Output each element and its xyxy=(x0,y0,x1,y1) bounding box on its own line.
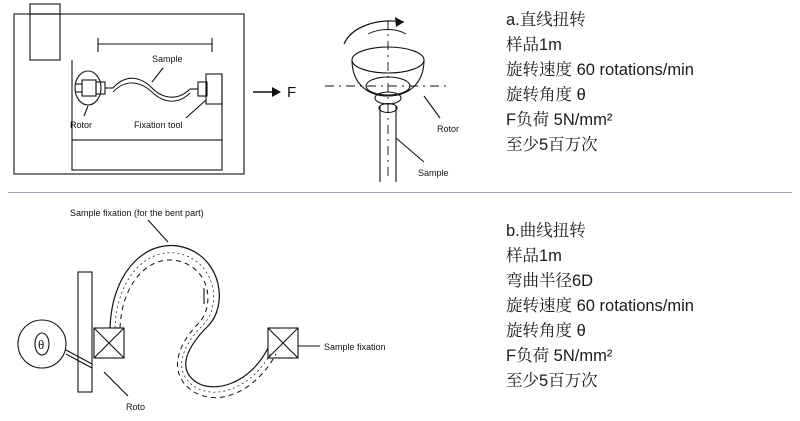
label-roto: Roto xyxy=(126,402,146,412)
caption-a xyxy=(506,8,694,158)
caption-a-line-1: 样品1m xyxy=(506,36,562,54)
figure-a-torsion-straight xyxy=(0,0,500,192)
caption-b-line-2: 弯曲半径6D xyxy=(506,272,594,290)
caption-b-line-6: 至少5百万次 xyxy=(506,372,598,390)
caption-a-line-3: 旋转角度 θ xyxy=(506,86,586,104)
caption-b-line-1: 样品1m xyxy=(506,247,562,265)
section-divider xyxy=(8,192,792,193)
label-sample-a: Sample xyxy=(152,54,183,64)
caption-a-line-2: 旋转速度 60 rotations/min xyxy=(506,61,694,79)
label-sample-fixation-bent: Sample fixation (for the bent part) xyxy=(70,208,204,218)
label-sample-fixation: Sample fixation xyxy=(324,342,386,352)
caption-b-line-0: b.曲线扭转 xyxy=(506,222,586,240)
label-fixation-tool: Fixation tool xyxy=(134,120,183,130)
caption-b-line-5: F负荷 5N/mm² xyxy=(506,347,613,365)
figure-a-svg xyxy=(0,0,500,192)
caption-a-line-0: a.直线扭转 xyxy=(506,11,586,29)
caption-a-line-5: 至少5百万次 xyxy=(506,136,598,154)
caption-b xyxy=(506,219,694,394)
label-sample-right: Sample xyxy=(418,168,449,178)
caption-b-line-4: 旋转角度 θ xyxy=(506,322,586,340)
label-force-f: F xyxy=(287,84,297,101)
caption-a-line-4: F负荷 5N/mm² xyxy=(506,111,613,129)
label-theta-b: θ xyxy=(38,337,45,352)
label-rotor-right: Rotor xyxy=(437,124,460,134)
caption-b-line-3: 旋转速度 60 rotations/min xyxy=(506,297,694,315)
label-rotor-a: Rotor xyxy=(70,120,93,130)
figure-b-torsion-bent xyxy=(0,196,500,421)
figure-b-svg xyxy=(0,196,500,421)
